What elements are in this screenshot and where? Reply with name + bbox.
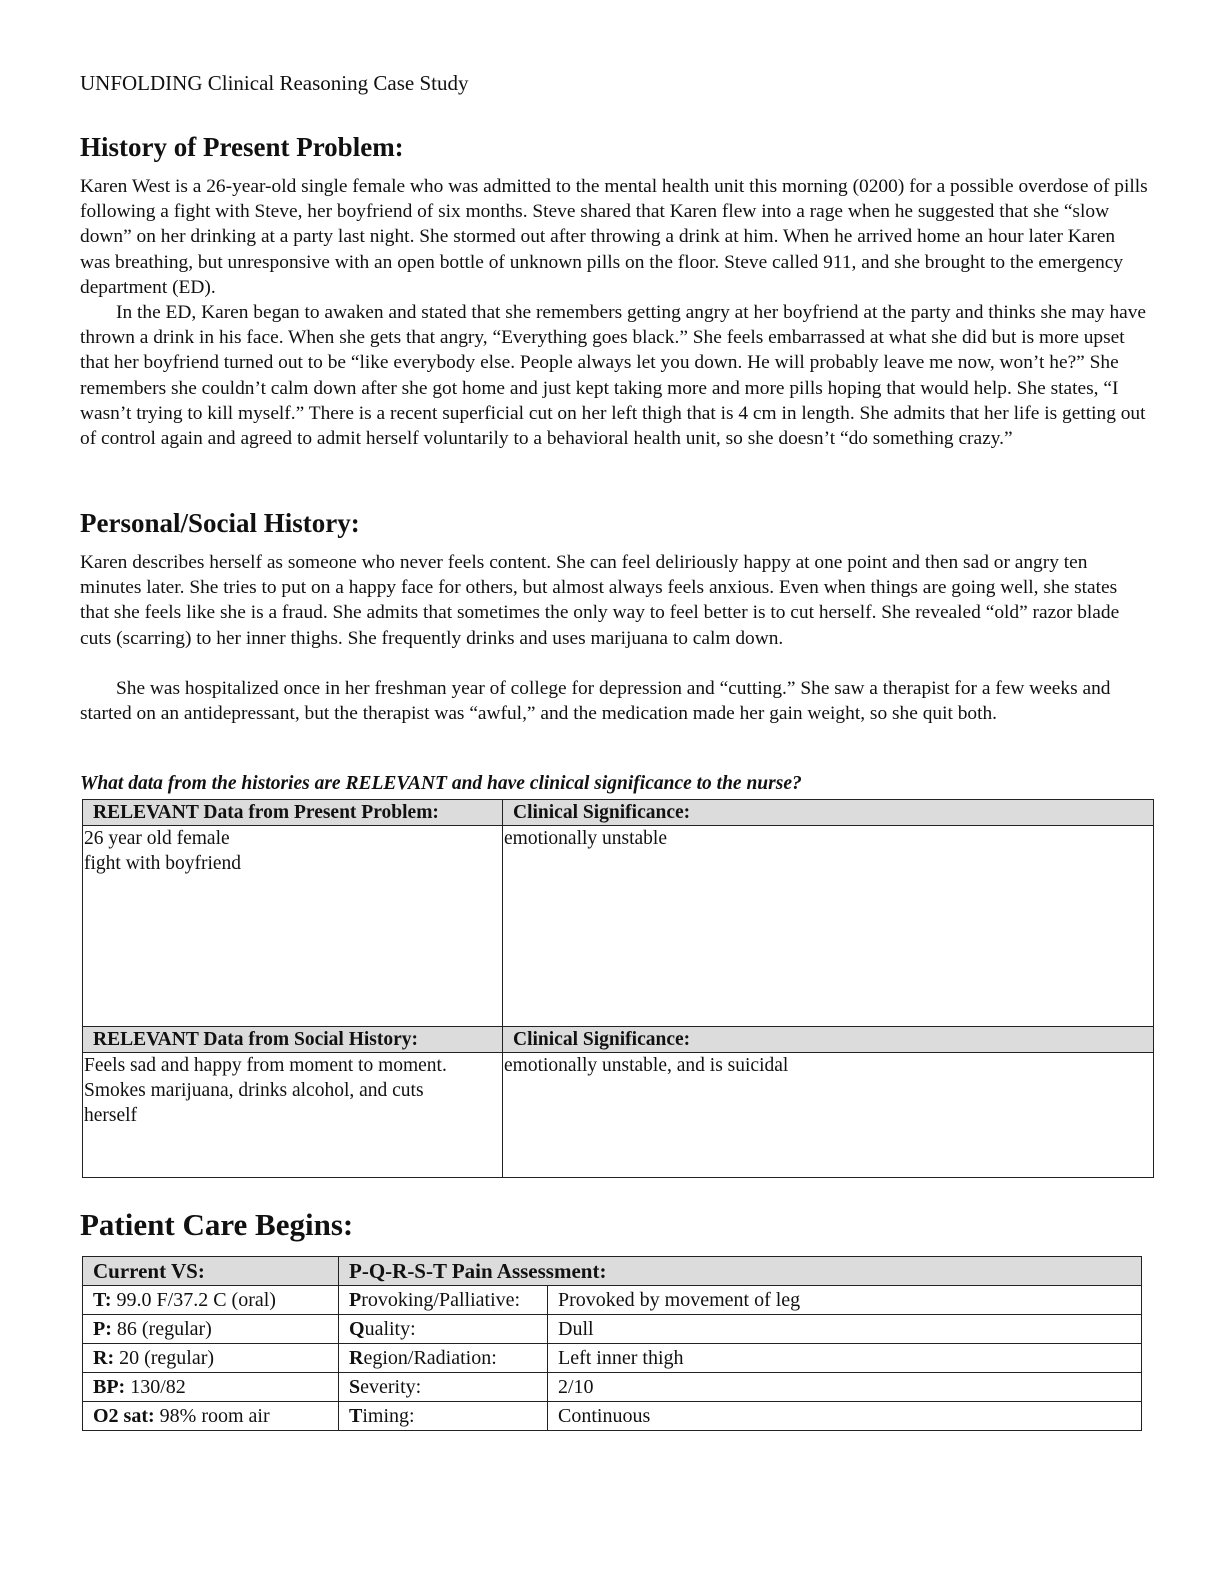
vs-value: 130/82 (130, 1375, 186, 1398)
table-row (83, 1286, 1142, 1315)
pqrst-label-cell (339, 1373, 548, 1402)
vs-value: 86 (regular) (116, 1317, 212, 1340)
present-significance-cell: emotionally unstable (503, 826, 1154, 1027)
table-row (83, 1344, 1142, 1373)
pqrst-label: everity: (360, 1375, 422, 1398)
social-line: herself (84, 1105, 138, 1126)
vs-label: O2 sat: (93, 1404, 155, 1427)
present-header: RELEVANT Data from Present Problem: (83, 800, 503, 826)
present-line: 26 year old female (84, 828, 230, 849)
pqrst-value: 2/10 (548, 1373, 1142, 1402)
vs-label: R: (93, 1346, 115, 1369)
social-heading: Personal/Social History: (80, 508, 360, 538)
pqrst-initial: T (349, 1404, 363, 1427)
vs-label: T: (93, 1288, 112, 1311)
pqrst-value: Continuous (548, 1402, 1142, 1431)
social-data-header: RELEVANT Data from Social History: (83, 1027, 503, 1053)
vs-cell (83, 1344, 339, 1373)
pqrst-value: Dull (548, 1315, 1142, 1344)
social-paragraph-2 (80, 676, 1150, 726)
pqrst-value: Provoked by movement of leg (548, 1286, 1142, 1315)
vs-label: P: (93, 1317, 112, 1340)
social-significance-header: Clinical Significance: (503, 1027, 1154, 1053)
pqrst-value: Left inner thigh (548, 1344, 1142, 1373)
pqrst-label-cell (339, 1402, 548, 1431)
table-row (83, 1373, 1142, 1402)
social-data-cell (83, 1053, 503, 1178)
relevant-data-table (82, 799, 1154, 1178)
vs-label: BP: (93, 1375, 126, 1398)
history-paragraph-2 (80, 300, 1150, 451)
present-data-cell (83, 826, 503, 1027)
pqrst-initial: S (349, 1375, 361, 1398)
pqrst-label-cell (339, 1315, 548, 1344)
social-significance-cell: emotionally unstable, and is suicidal (503, 1053, 1154, 1178)
history-paragraph-2-text: In the ED, Karen began to awaken and stated that she remembers getting angry at her boyfriend at the party and thinks she may have thrown a drink in his face. When she gets that angry, “Everything goes black.” She feels embarrassed at what she did but is more upset that her boyfriend turned out to be “like everybody else. People always let you down. He will probably leave me now, won’t he?” She remembers she couldn’t calm down after she got home and just kept taking more and more pills hoping that would help. She states, “I wasn’t trying to kill myself.” There is a recent superficial cut on her left thigh that is 4 cm in length. She admits that her life is getting out of control again and agreed to admit herself voluntarily to a behavioral health unit, so she doesn’t “do something crazy.” (80, 302, 1147, 450)
patient-care-heading: Patient Care Begins: (80, 1207, 354, 1242)
present-significance-header: Clinical Significance: (503, 800, 1154, 826)
present-line: fight with boyfriend (84, 853, 242, 874)
history-paragraph-1: Karen West is a 26-year-old single female who was admitted to the mental health unit this morning (0200) for a possible overdose of pills following a fight with Steve, her boyfriend of six months. Steve shared that Karen flew into a rage when he suggested that she “slow down” on her drinking at a party last night. She stormed out after throwing a drink at him. When he arrived home an hour later Karen was breathing, but unresponsive with an open bottle of unknown pills on the floor. Steve called 911, and she brought to the emergency department (ED). (80, 176, 1148, 298)
social-line: Feels sad and happy from moment to moment. (84, 1055, 447, 1076)
pqrst-initial: R (349, 1346, 364, 1369)
pqrst-initial: P (349, 1288, 362, 1311)
document-title: UNFOLDING Clinical Reasoning Case Study (80, 71, 469, 95)
pqrst-label-cell (339, 1344, 548, 1373)
pqrst-label: iming: (362, 1404, 415, 1427)
table-row (83, 1315, 1142, 1344)
pqrst-label-cell (339, 1286, 548, 1315)
vs-header: Current VS: (83, 1257, 339, 1286)
social-paragraph-2-text: She was hospitalized once in her freshman year of college for depression and “cutting.” She saw a therapist for a few weeks and started on an antidepressant, but the therapist was “awful,” and the medication made her gain weight, so she quit both. (80, 678, 1111, 725)
vs-value: 98% room air (159, 1404, 270, 1427)
vs-cell (83, 1286, 339, 1315)
vs-cell (83, 1315, 339, 1344)
pqrst-header: P-Q-R-S-T Pain Assessment: (339, 1257, 1142, 1286)
social-paragraph-1: Karen describes herself as someone who never feels content. She can feel deliriously happy at one point and then sad or angry ten minutes later. She tries to put on a happy face for others, but almost always feels anxious. Even when things are going well, she states that she feels like she is a fraud. She admits that sometimes the only way to feel better is to cut herself. She revealed “old” razor blade cuts (scarring) to her inner thighs. She frequently drinks and uses marijuana to calm down. (80, 552, 1120, 649)
pqrst-initial: Q (349, 1317, 365, 1340)
relevant-question: What data from the histories are RELEVANT and have clinical significance to the nurse? (80, 773, 802, 794)
vs-cell (83, 1402, 339, 1431)
vs-value: 20 (regular) (119, 1346, 215, 1369)
history-heading: History of Present Problem: (80, 132, 404, 162)
vitals-pain-table (82, 1256, 1142, 1431)
pqrst-label: uality: (364, 1317, 416, 1340)
social-line: Smokes marijuana, drinks alcohol, and cuts (84, 1080, 424, 1101)
table-row (83, 1402, 1142, 1431)
vs-cell (83, 1373, 339, 1402)
pqrst-label: rovoking/Palliative: (361, 1288, 521, 1311)
pqrst-label: egion/Radiation: (363, 1346, 497, 1369)
vs-value: 99.0 F/37.2 C (oral) (116, 1288, 276, 1311)
